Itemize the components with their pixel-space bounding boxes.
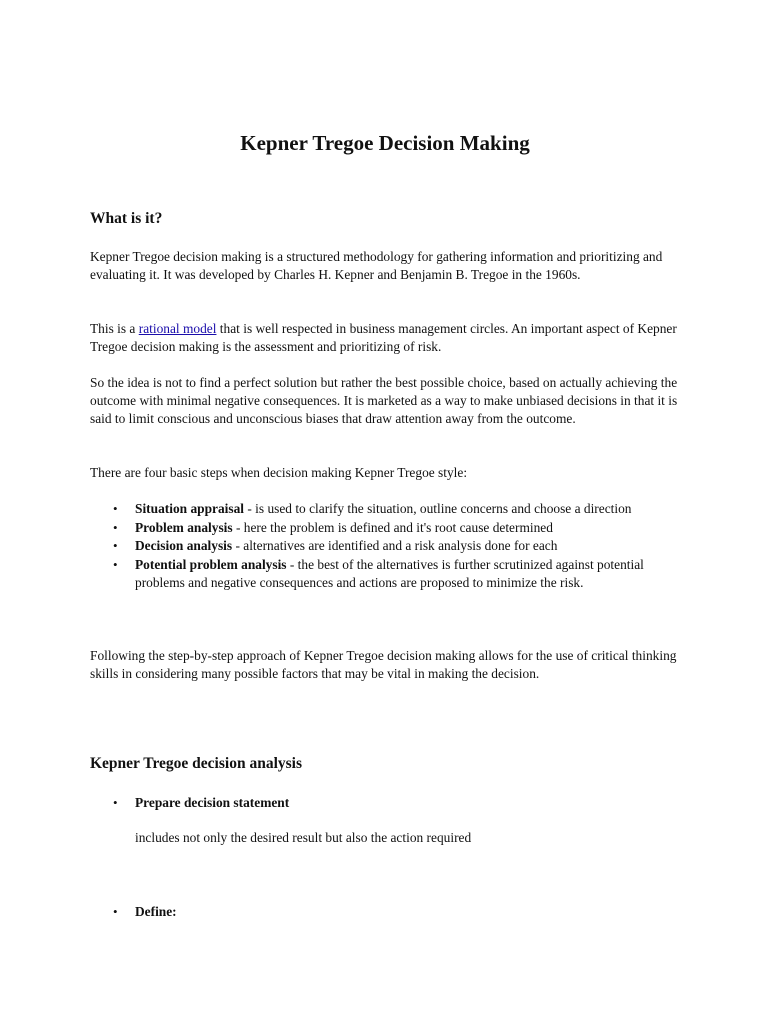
- steps-list: [90, 500, 680, 593]
- list-item: [90, 500, 680, 519]
- rational-model-link[interactable]: rational model: [138, 321, 217, 336]
- step-text: - is used to clarify the situation, outline concerns and choose a direction: [244, 501, 632, 516]
- item-label: Prepare decision statement: [135, 795, 290, 810]
- paragraph-best-choice: So the idea is not to find a perfect solution but rather the best possible choice, based on actually achieving the outcome with minimal negative consequences. It is marketed as a way to make unbiased decisions in that it is said to limit conscious and unconscious biases that draw attention away from the outcome.: [90, 375, 678, 426]
- bullet-icon: •: [113, 501, 118, 516]
- bullet-icon: •: [113, 795, 118, 810]
- list-item: [90, 537, 680, 556]
- list-item: [90, 794, 680, 813]
- bullet-icon: •: [113, 519, 118, 535]
- step-term: Potential problem analysis: [135, 556, 287, 572]
- bullet-icon: •: [113, 904, 118, 919]
- paragraph-four-steps-intro: There are four basic steps when decision making Kepner Tregoe style:: [90, 465, 468, 480]
- list-item: [90, 903, 680, 922]
- step-text: - the best of the alternatives is further scrutinized against potential problems and negative consequences and actions are proposed to minimize the risk.: [135, 556, 644, 590]
- paragraph-text-after-link: that is well respected in business management circles. An important aspect of Kepner Tregoe decision making is the assessment and prioritizing of risk.: [90, 321, 677, 354]
- step-term: Situation appraisal: [135, 501, 245, 516]
- bullet-icon: •: [113, 538, 118, 553]
- paragraph-intro: Kepner Tregoe decision making is a structured methodology for gathering information and prioritizing and evaluating it. It was developed by Charles H. Kepner and Benjamin B. Tregoe in the 1960s.: [90, 249, 663, 282]
- analysis-list-item2: [90, 903, 680, 922]
- document-title: Kepner Tregoe Decision Making: [240, 131, 530, 155]
- item-description: includes not only the desired result but also the action required: [135, 830, 472, 845]
- list-item: [90, 556, 680, 593]
- bullet-icon: •: [113, 556, 118, 572]
- step-term: Decision analysis: [135, 538, 233, 553]
- section-heading-what-is-it: What is it?: [90, 210, 163, 227]
- paragraph-rational-model: [90, 320, 680, 356]
- step-text: - alternatives are identified and a risk analysis done for each: [232, 538, 558, 553]
- step-text: - here the problem is defined and it's root cause determined: [232, 519, 553, 535]
- list-item: [90, 519, 680, 538]
- paragraph-text-before-link: This is a: [90, 321, 139, 336]
- analysis-list-item1: [90, 794, 680, 813]
- paragraph-following-approach: Following the step-by-step approach of Kepner Tregoe decision making allows for the use of critical thinking skills in considering many possible factors that may be vital in making the decision.: [90, 648, 677, 681]
- section-heading-decision-analysis: Kepner Tregoe decision analysis: [90, 755, 302, 772]
- step-term: Problem analysis: [135, 519, 233, 535]
- item-label: Define:: [135, 904, 177, 919]
